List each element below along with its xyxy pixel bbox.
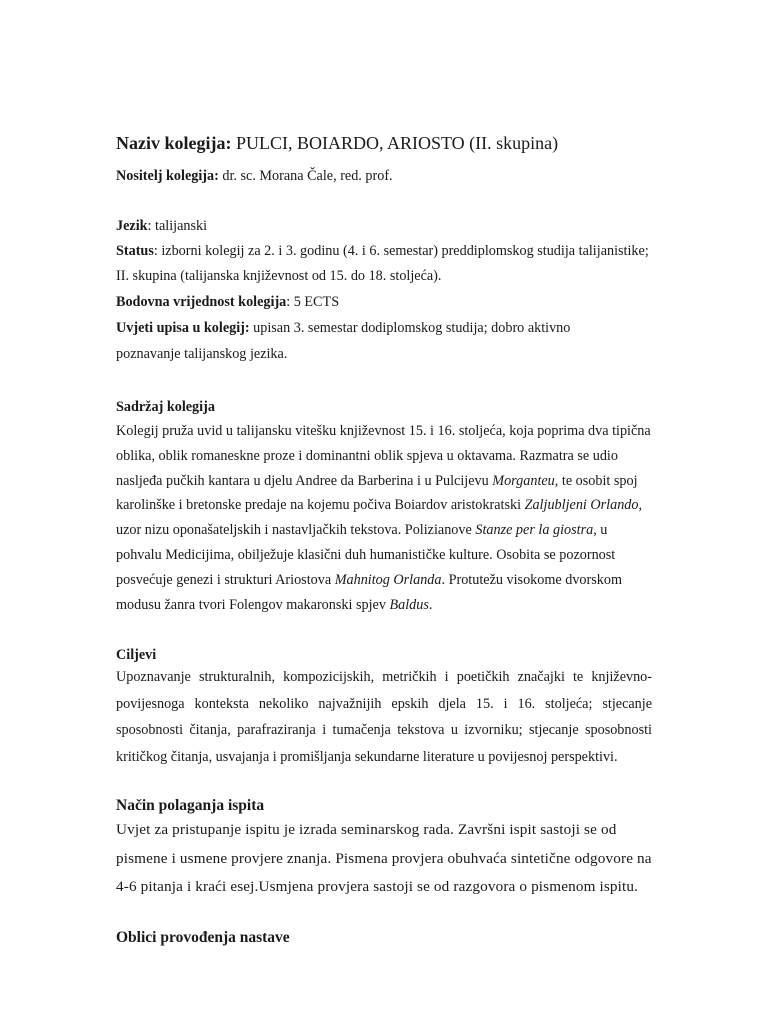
content-line: uzor nizu oponašateljskih i nastavljačkih tekstova. Polizianove Stanze per la giostra, u	[116, 522, 608, 539]
credits-value: : 5 ECTS	[286, 294, 340, 310]
course-title	[116, 133, 558, 154]
work-title-baldus: Baldus	[389, 596, 429, 613]
credits-label: Bodovna vrijednost kolegija	[116, 294, 287, 310]
enrolment-value-2: poznavanje talijanskog jezika.	[116, 346, 288, 362]
course-holder	[116, 168, 393, 185]
content-line: karolinške i bretonske predaje na kojemu počiva Boiardov aristokratski Zaljubljeni Orlando,	[116, 497, 643, 514]
content-line: modusu žanra tvori Folengov makaronski spjev Baldus.	[116, 596, 433, 613]
goals-line: sposobnosti čitanja, parafraziranja i tumačenja tekstova u izvorniku; stjecanje sposobnosti	[116, 722, 652, 739]
content-line: oblika, oblik romaneskne proze i dominantni oblik spjeva u oktavama. Razmatra se udio	[116, 447, 618, 464]
enrolment-value-1: upisan 3. semestar dodiplomskog studija; dobro aktivno	[249, 320, 571, 336]
content-heading: Sadržaj kolegija	[116, 399, 215, 415]
exam-line: pismene i usmene provjere znanja. Pismena provjera obuhvaća sintetične odgovore na	[116, 849, 652, 867]
teaching-heading: Oblici provođenja nastave	[116, 929, 290, 946]
work-title-orlando-furioso: Mahnitog Orlanda	[334, 571, 442, 588]
enrolment-label: Uvjeti upisa u kolegij:	[116, 320, 250, 336]
status-label: Status	[116, 243, 154, 259]
work-title-morgante: Morganteu	[492, 472, 555, 489]
content-line: pohvalu Medicijima, obilježuje klasični duh humanističke kulture. Osobita se pozornost	[116, 546, 616, 563]
enrolment-line-2	[116, 346, 287, 363]
course-title-label: Naziv kolegija:	[116, 133, 232, 153]
work-title-stanze: Stanze per la giostra	[475, 522, 594, 539]
course-holder-value: dr. sc. Morana Čale, red. prof.	[222, 168, 393, 184]
goals-paragraph	[116, 664, 652, 770]
exam-heading: Način polaganja ispita	[116, 797, 265, 814]
exam-line: Uvjet za pristupanje ispitu je izrada seminarskog rada. Završni ispit sastoji se od	[116, 821, 617, 838]
language-value: : talijanski	[147, 218, 208, 234]
content-line: posvećuje genezi i strukturi Ariostova Mahnitog Orlanda. Protutežu visokome dvorskom	[116, 571, 622, 588]
status-value-2: II. skupina (talijanska književnost od 15. do 18. stoljeća).	[116, 268, 442, 284]
language-label: Jezik	[116, 218, 148, 234]
status-line-2	[116, 268, 441, 285]
content-line: nasljeđa pučkih kantara u djelu Andree da Barberina i u Pulcijevu Morganteu, te osobit spoj	[116, 472, 638, 489]
content-line: Kolegij pruža uvid u talijansku vitešku književnost 15. i 16. stoljeća, koja poprima dva tipična	[116, 423, 651, 439]
goals-heading: Ciljevi	[116, 647, 157, 663]
status-line	[116, 243, 649, 260]
course-title-value: PULCI, BOIARDO, ARIOSTO (II. skupina)	[235, 133, 559, 153]
language-line	[116, 218, 207, 235]
goals-line: kritičkog čitanja, usvajanja i promišljanja sekundarne literature u povijesnoj perspektivi.	[116, 748, 618, 765]
enrolment-line	[116, 320, 570, 337]
course-holder-label: Nositelj kolegija:	[116, 168, 219, 184]
status-value-1: : izborni kolegij za 2. i 3. godinu (4. i 6. semestar) preddiplomskog studija talijanistike;	[153, 243, 649, 259]
goals-line: povijesnoga konteksta nekoliko najvažnijih epskih djela 15. i 16. stoljeća; stjecanje	[116, 695, 652, 712]
goals-line: Upoznavanje strukturalnih, kompozicijskih, metričkih i poetičkih značajki te književno-	[116, 669, 652, 685]
exam-line: 4-6 pitanja i kraći esej.Usmjena provjera sastoji se od razgovora o pismenom ispitu.	[116, 878, 639, 895]
exam-paragraph	[116, 821, 656, 907]
content-paragraph	[116, 419, 652, 617]
work-title-orlando-innamorato: Zaljubljeni Orlando	[524, 497, 639, 514]
credits-line	[116, 294, 339, 311]
